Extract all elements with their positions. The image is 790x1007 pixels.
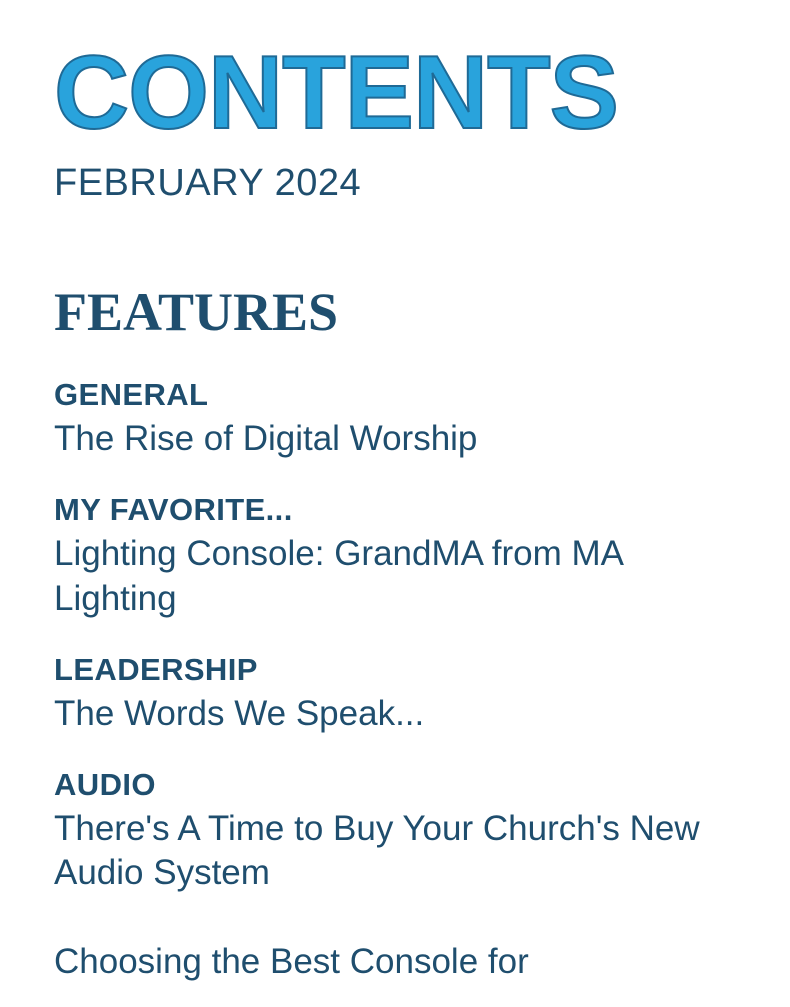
- entry-category: GENERAL: [54, 377, 209, 413]
- list-item[interactable]: [54, 462, 736, 622]
- entry-title: There's A Time to Buy Your Church's New Audio System: [54, 808, 700, 893]
- issue-date: FEBRUARY 2024: [54, 162, 362, 205]
- entry-title: The Words We Speak...: [54, 693, 425, 733]
- entry-title: The Rise of Digital Worship: [54, 419, 478, 459]
- entry-title: Lighting Console: GrandMA from MA Lighting: [54, 534, 623, 618]
- entry-title: Choosing the Best Console for: [54, 942, 529, 982]
- entry-category: MY FAVORITE...: [54, 492, 293, 528]
- list-item[interactable]: [54, 622, 736, 737]
- list-item[interactable]: [54, 343, 736, 462]
- page-title: CONTENTS: [54, 35, 618, 151]
- list-item[interactable]: [54, 737, 736, 897]
- section-heading-features: FEATURES: [54, 282, 339, 343]
- list-item[interactable]: [54, 896, 736, 985]
- entry-category: LEADERSHIP: [54, 651, 258, 687]
- entry-category: AUDIO: [54, 766, 156, 802]
